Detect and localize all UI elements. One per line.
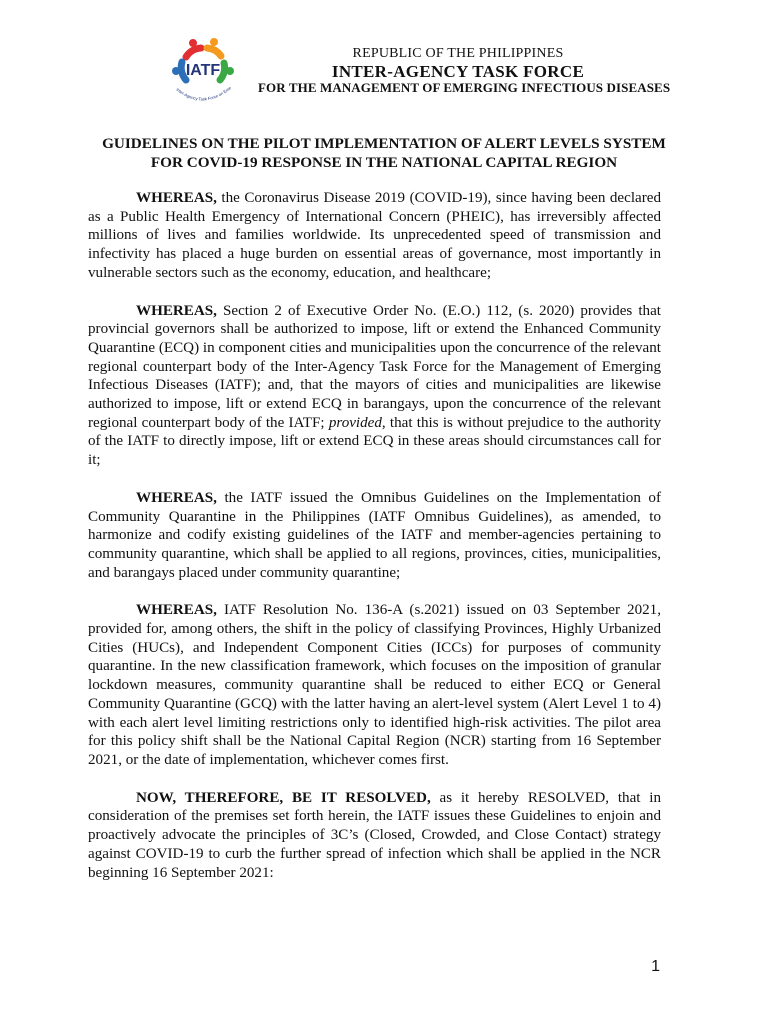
title-line-2: FOR COVID-19 RESPONSE IN THE NATIONAL CAPITAL REGION xyxy=(150,154,618,171)
paragraph-lead: WHEREAS, xyxy=(136,190,217,206)
paragraph-emphasis: provided xyxy=(328,414,382,431)
paragraph-whereas-1 xyxy=(88,189,661,283)
paragraph-text: the Coronavirus Disease 2019 (COVID-19), since having been declared as a Public Health Emergency of International Concern (PHEIC), has irreversibly affected millions of lives and families worldwide. Its unprecedented speed of transmission and infectivity has placed a huge burden on essential areas of governance, most importantly in vulnerable sectors such as the economy, education, and healthcare; xyxy=(88,190,661,281)
republic-line: REPUBLIC OF THE PHILIPPINES xyxy=(352,46,564,61)
paragraph-whereas-3 xyxy=(88,489,661,583)
paragraph-text: as it hereby RESOLVED, that in consideration of the premises set forth herein, the IATF issues these Guidelines to enjoin and proactively advocate the principles of 3C’s (Closed, Crowded, and Close Contact) strategy against COVID-19 to curb the further spread of infection which shall be applied in the NCR beginning 16 September 2021: xyxy=(88,789,662,881)
paragraph-whereas-2 xyxy=(88,302,661,470)
agency-name: INTER-AGENCY TASK FORCE xyxy=(331,61,585,81)
letterhead xyxy=(258,46,671,95)
document-title xyxy=(80,134,688,172)
title-line-1: GUIDELINES ON THE PILOT IMPLEMENTATION OF ALERT LEVELS SYSTEM xyxy=(102,135,666,152)
paragraph-whereas-4 xyxy=(88,601,661,769)
paragraph-lead: NOW, THEREFORE, BE IT RESOLVED, xyxy=(136,789,431,806)
paragraph-resolution xyxy=(88,789,661,883)
paragraph-text: the IATF issued the Omnibus Guidelines on the Implementation of Community Quarantine in the Philippines (IATF Omnibus Guidelines), as amended, to harmonize and codify existing guidelines of the IATF and member-agencies pertaining to community quarantine, which shall be applied to all regions, provinces, cities, municipalities, and barangays placed under community quarantine; xyxy=(88,489,661,581)
page-number: 1 xyxy=(651,958,660,975)
paragraph-text-continued: , that this is without prejudice to the authority of the IATF to directly impose, lift or extend ECQ in these areas should circumstances call for it; xyxy=(88,414,661,469)
logo-arc-text: Inter-Agency Task Force on Eme xyxy=(175,85,233,102)
iatf-logo xyxy=(162,30,244,112)
logo-text: IATF xyxy=(185,62,221,79)
paragraph-text: Section 2 of Executive Order No. (E.O.) 112, (s. 2020) provides that provincial governors shall be authorized to impose, lift or extend the Enhanced Community Quarantine (ECQ) in component cities and municipalities upon the concurrence of the relevant regional counterpart body of the Inter-Agency Task Force for the Management of Emerging Infectious Diseases (IATF); and, that the mayors of cities and municipalities are likewise authorized to impose, lift or extend ECQ in barangays, upon the concurrence of the relevant regional counterpart body of the IATF; xyxy=(88,302,661,431)
agency-subtitle: FOR THE MANAGEMENT OF EMERGING INFECTIOUS DISEASES xyxy=(258,79,671,95)
paragraph-lead: WHEREAS, xyxy=(136,489,217,506)
paragraph-lead: WHEREAS, xyxy=(136,302,217,319)
paragraph-text: IATF Resolution No. 136-A (s.2021) issued on 03 September 2021, provided for, among others, the shift in the policy of classifying Provinces, Highly Urbanized Cities (HUCs), and Independent Component Cities (ICCs) for purposes of community quarantine. In the new classification framework, which focuses on the imposition of granular lockdown measures, community quarantine shall be reduced to either ECQ or General Community Quarantine (GCQ) with the latter having an alert-level system (Alert Level 1 to 4) with each alert level limiting restrictions only to identified high-risk activities. The pilot area for this policy shift shall be the National Capital Region (NCR) starting from 16 September 2021, or the date of implementation, whichever comes first. xyxy=(88,602,661,768)
document-body xyxy=(88,189,661,901)
paragraph-lead: WHEREAS, xyxy=(136,602,217,619)
